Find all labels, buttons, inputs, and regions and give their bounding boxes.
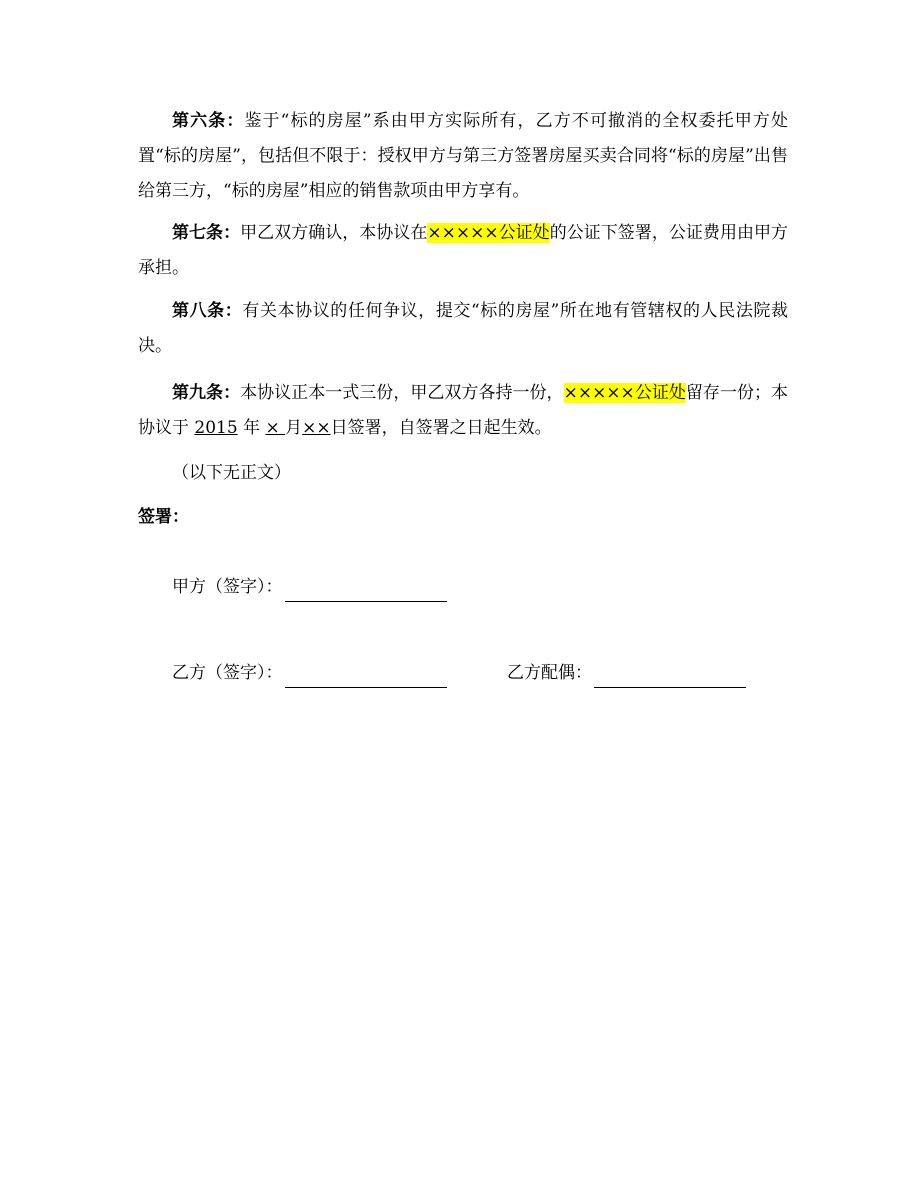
article-8-text: 有关本协议的任何争议，提交“标的房屋”所在地有管辖权的人民法院裁决。 (138, 301, 788, 356)
party-b-spouse-signature-blank[interactable] (594, 667, 746, 688)
article-8 (138, 294, 788, 364)
party-b-signature-blank[interactable] (285, 667, 447, 688)
article-9-label: 第九条： (172, 383, 241, 403)
party-b-spouse-signature (507, 658, 746, 688)
party-b-spouse-label: 乙方配偶： (507, 663, 592, 683)
party-b-signature (172, 658, 447, 688)
article-7-text-2: 的公证下签署，公证费用由甲方承担。 (138, 223, 789, 278)
article-9-notary-highlight: ×××××公证处 (563, 383, 686, 403)
article-7-text-1: 甲乙双方确认，本协议在 (240, 223, 428, 243)
party-a-signature (172, 572, 447, 602)
article-6-text: 鉴于“标的房屋”系由甲方实际所有，乙方不可撤消的全权委托甲方处置“标的房屋”，包括但不限于：授权甲方与第三方签署房屋买卖合同将“标的房屋”出售给第三方，“标的房屋”相应的销售款项由甲方享有。 (138, 111, 789, 201)
party-a-label: 甲方（签字）： (172, 577, 283, 597)
article-9-year: 2015 (194, 418, 238, 438)
article-6-label: 第六条： (172, 111, 245, 131)
article-9-year-suffix: 年 (237, 418, 266, 438)
article-8-label: 第八条： (172, 301, 243, 321)
sign-title: 签署： (138, 507, 189, 527)
no-further-text-note: （以下无正文） (172, 463, 291, 483)
article-9 (138, 376, 788, 446)
party-a-signature-blank[interactable] (285, 581, 447, 602)
party-b-label: 乙方（签字）： (172, 663, 283, 683)
article-9-text-2: 留存一份；本协议于 (138, 383, 789, 438)
article-9-month: × (265, 418, 286, 438)
article-6 (138, 104, 788, 209)
article-9-month-suffix: 月 (285, 418, 303, 438)
article-7 (138, 216, 788, 286)
article-9-text-1: 本协议正本一式三份，甲乙双方各持一份， (240, 383, 564, 403)
article-9-day: ×× (302, 418, 331, 438)
article-9-text-3: 日签署，自签署之日起生效。 (330, 418, 552, 438)
article-7-label: 第七条： (172, 223, 241, 243)
article-7-notary-highlight: ×××××公证处 (427, 223, 550, 243)
